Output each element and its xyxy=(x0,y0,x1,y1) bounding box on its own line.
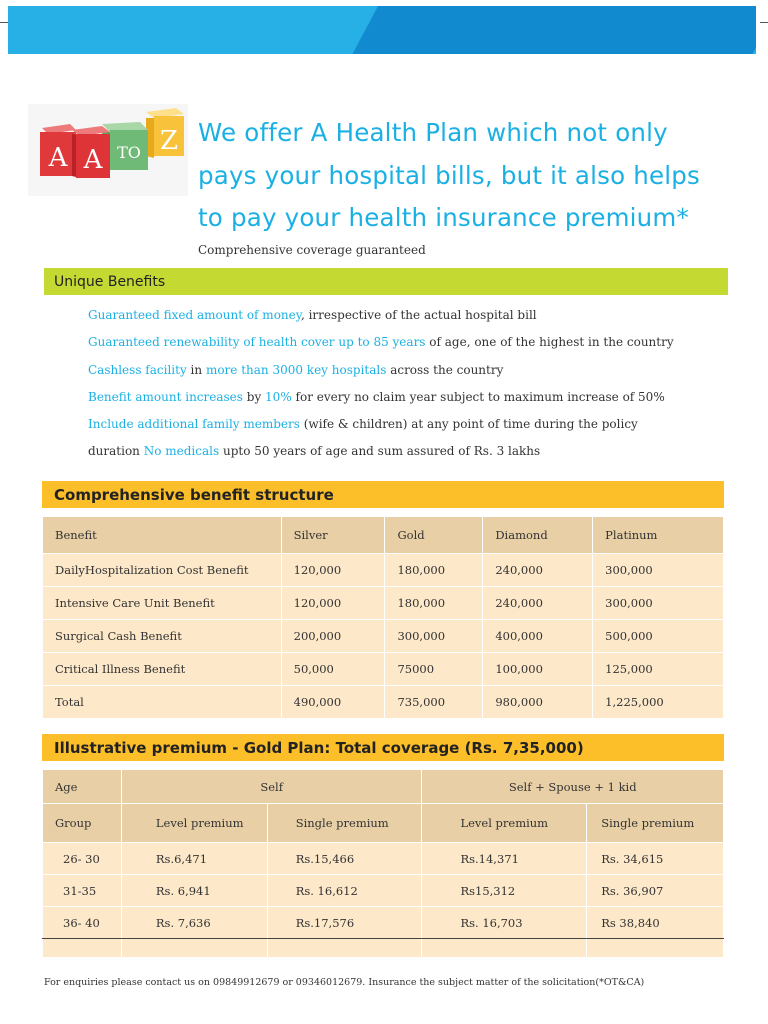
table-row xyxy=(43,620,724,653)
table-cell: 180,000 xyxy=(385,587,483,620)
benefit-text: duration xyxy=(88,444,144,459)
tagline: Comprehensive coverage guaranteed xyxy=(198,243,426,257)
table-row xyxy=(43,554,724,587)
table-cell: Rs. 7,636 xyxy=(121,907,267,939)
table-cell-empty xyxy=(121,939,267,958)
column-header-level: Level premium xyxy=(121,804,267,843)
table-row xyxy=(43,907,724,939)
benefit-text: of age, one of the highest in the country xyxy=(425,335,674,350)
table-cell: Surgical Cash Benefit xyxy=(43,620,282,653)
table-cell-empty xyxy=(43,939,122,958)
column-header: Benefit xyxy=(43,517,282,554)
table-cell: Rs. 16,612 xyxy=(267,875,422,907)
column-header-age: Age xyxy=(43,770,122,804)
table-cell: 300,000 xyxy=(385,620,483,653)
table-cell: Rs. 16,703 xyxy=(422,907,587,939)
table-cell-empty xyxy=(267,939,422,958)
column-header: Silver xyxy=(281,517,385,554)
table-cell: 300,000 xyxy=(593,554,724,587)
table-cell: Intensive Care Unit Benefit xyxy=(43,587,282,620)
table-cell: 180,000 xyxy=(385,554,483,587)
benefit-line-amount-increase xyxy=(88,384,728,411)
table-row xyxy=(43,843,724,875)
table-cell: Rs. 34,615 xyxy=(587,843,724,875)
table-cell: 75000 xyxy=(385,653,483,686)
table-row-total xyxy=(43,686,724,719)
column-header-group: Group xyxy=(43,804,122,843)
table-cell: 26- 30 xyxy=(43,843,122,875)
column-header-single: Single premium xyxy=(267,804,422,843)
table-header-row xyxy=(43,517,724,554)
logo-letter-a1: A xyxy=(48,143,68,173)
table-cell: 50,000 xyxy=(281,653,385,686)
benefit-text: , irrespective of the actual hospital bill xyxy=(300,308,537,322)
table-row-empty xyxy=(43,939,724,958)
top-banner xyxy=(8,6,756,54)
benefit-text: across the country xyxy=(386,362,504,377)
benefit-structure-table xyxy=(42,517,724,719)
table-cell: 1,225,000 xyxy=(593,686,724,719)
column-header: Platinum xyxy=(593,517,724,554)
footer-contact: For enquiries please contact us on 09849912679 or 09346012679. Insurance the subject matter of the solicitation(*OT&CA) xyxy=(44,977,645,988)
benefit-text: in xyxy=(186,362,206,377)
table-row xyxy=(43,875,724,907)
table-cell: Critical Illness Benefit xyxy=(43,653,282,686)
benefit-text: upto 50 years of age and sum assured of Rs. 3 lakhs xyxy=(219,444,541,459)
table-header-row xyxy=(43,770,724,804)
benefit-highlight: Benefit amount increases xyxy=(88,389,243,404)
column-header-self: Self xyxy=(121,770,422,804)
table-cell: 36- 40 xyxy=(43,907,122,939)
banner-stripe xyxy=(352,6,756,54)
table-cell: 120,000 xyxy=(281,554,385,587)
headline-line-3: to pay your health insurance premium* xyxy=(198,203,689,232)
table-cell: 400,000 xyxy=(483,620,593,653)
table-cell: Rs. 6,941 xyxy=(121,875,267,907)
benefit-highlight: 10% xyxy=(265,389,292,404)
table-cell: Rs.14,371 xyxy=(422,843,587,875)
table-cell-empty xyxy=(422,939,587,958)
table-cell: 125,000 xyxy=(593,653,724,686)
benefit-line-no-medicals xyxy=(88,438,728,465)
a-to-z-blocks-logo xyxy=(28,104,188,196)
benefit-highlight: more than 3000 key hospitals xyxy=(205,362,387,377)
table-cell: 980,000 xyxy=(483,686,593,719)
table-cell: 240,000 xyxy=(483,554,593,587)
column-header: Gold xyxy=(385,517,483,554)
benefit-line-family-members xyxy=(88,411,728,438)
benefit-highlight: Guaranteed renewability of health cover up to 85 years xyxy=(88,335,426,350)
table-cell: 300,000 xyxy=(593,587,724,620)
table-subheader-row xyxy=(43,804,724,843)
benefit-highlight: Guaranteed fixed amount of money xyxy=(88,308,301,322)
benefit-line-fixed-amount xyxy=(88,302,728,329)
column-header-level: Level premium xyxy=(422,804,587,843)
illustrative-premium-header: Illustrative premium - Gold Plan: Total coverage (Rs. 7,35,000) xyxy=(42,734,724,761)
table-cell-empty xyxy=(587,939,724,958)
headline-line-1: We offer A Health Plan which not only xyxy=(198,118,668,147)
column-header: Diamond xyxy=(483,517,593,554)
unique-benefits-header: Unique Benefits xyxy=(44,268,728,295)
table-row xyxy=(43,587,724,620)
table-cell: DailyHospitalization Cost Benefit xyxy=(43,554,282,587)
column-header-single: Single premium xyxy=(587,804,724,843)
crop-mark-right xyxy=(760,22,768,23)
benefit-highlight: Cashless facility xyxy=(88,362,187,377)
benefit-line-cashless xyxy=(88,357,728,384)
table-cell: 500,000 xyxy=(593,620,724,653)
table-cell: Rs.6,471 xyxy=(121,843,267,875)
benefit-text: by xyxy=(242,389,266,404)
table-cell: Rs15,312 xyxy=(422,875,587,907)
benefit-structure-header: Comprehensive benefit structure xyxy=(42,481,724,508)
crop-mark-left xyxy=(0,22,8,23)
benefits-list xyxy=(88,302,728,466)
table-cell: 240,000 xyxy=(483,587,593,620)
premium-table xyxy=(42,770,724,958)
logo-letter-z: Z xyxy=(159,126,179,156)
benefit-line-renewability xyxy=(88,329,728,356)
table-cell: Rs. 36,907 xyxy=(587,875,724,907)
table-cell: Total xyxy=(43,686,282,719)
headline-line-2: pays your hospital bills, but it also helps xyxy=(198,160,701,190)
table-cell: 120,000 xyxy=(281,587,385,620)
table-row xyxy=(43,653,724,686)
table-cell: 200,000 xyxy=(281,620,385,653)
table-cell: 31-35 xyxy=(43,875,122,907)
benefit-highlight: No medicals xyxy=(143,444,220,459)
column-header-family: Self + Spouse + 1 kid xyxy=(422,770,724,804)
table-cell: 735,000 xyxy=(385,686,483,719)
table-cell: 100,000 xyxy=(483,653,593,686)
benefit-highlight: Include additional family members xyxy=(88,417,300,432)
logo-letter-a2: A xyxy=(83,145,103,175)
benefit-text: for every no claim year subject to maximum increase of 50% xyxy=(291,389,665,404)
table-cell: Rs.17,576 xyxy=(267,907,422,939)
table-cell: 490,000 xyxy=(281,686,385,719)
logo-letter-to: TO xyxy=(117,143,141,162)
headline xyxy=(198,112,758,240)
table-cell: Rs.15,466 xyxy=(267,843,422,875)
benefit-text: (wife & children) at any point of time during the policy xyxy=(299,417,638,432)
table-cell: Rs 38,840 xyxy=(587,907,724,939)
